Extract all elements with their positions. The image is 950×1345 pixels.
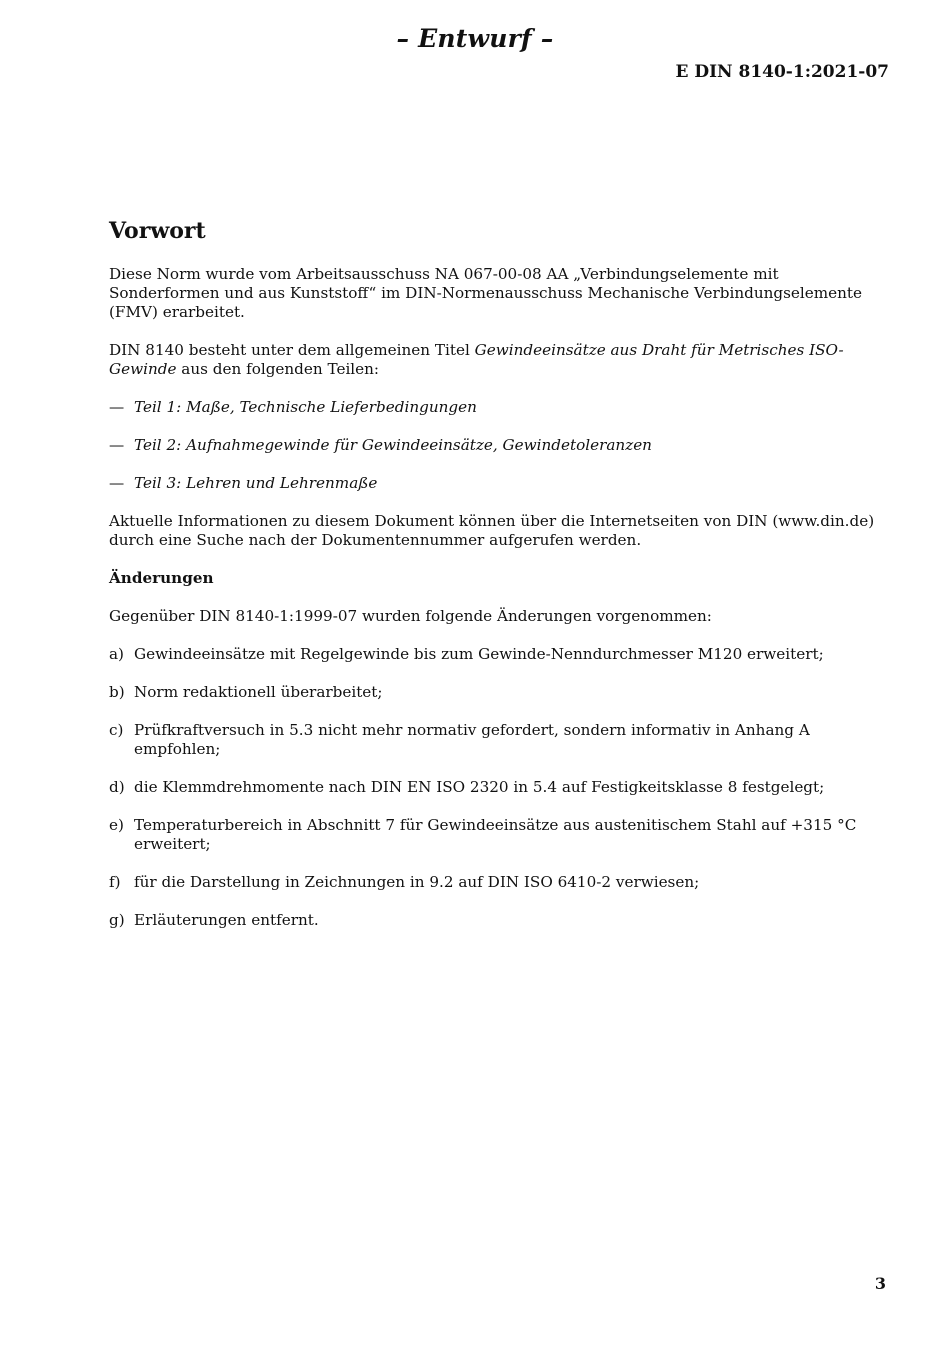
- section-title-foreword: Vorwort: [109, 218, 206, 244]
- page-number: 3: [874, 1274, 886, 1293]
- list-marker: b): [109, 683, 125, 701]
- series-title: Gewindeeinsätze aus Draht für Metrisches ISO-Gewinde: [109, 341, 844, 378]
- draft-mark: – Entwurf –: [396, 24, 554, 53]
- change-text: Prüfkraftversuch in 5.3 nicht mehr normativ gefordert, sondern informativ in Anhang A empfohlen;: [134, 721, 810, 758]
- list-marker: e): [109, 816, 124, 834]
- list-dash: —: [109, 436, 125, 454]
- foreword-paragraph-1: Diese Norm wurde vom Arbeitsausschuss NA 067-00-08 AA „Verbindungselemente mit Sonderformen und aus Kunststoff“ im DIN-Normenausschuss Mechanische Verbindungselemente (FMV) erarbeitet.: [109, 265, 863, 321]
- changes-heading: Änderungen: [109, 569, 214, 587]
- list-dash: —: [109, 398, 125, 416]
- part-list-item-3: [109, 474, 891, 493]
- part-title: Teil 1: Maße, Technische Lieferbedingungen: [134, 398, 477, 416]
- change-text: Erläuterungen entfernt.: [134, 911, 319, 929]
- part-list-item-2: [109, 436, 891, 455]
- change-text: für die Darstellung in Zeichnungen in 9.2 auf DIN ISO 6410-2 verwiesen;: [134, 873, 700, 891]
- document-id: E DIN 8140-1:2021-07: [675, 62, 889, 82]
- list-marker: g): [109, 911, 125, 929]
- part-list-item-1: [109, 398, 891, 417]
- change-text: Temperaturbereich in Abschnitt 7 für Gewindeeinsätze aus austenitischem Stahl auf +315 °C erweitert;: [134, 816, 857, 853]
- changes-intro: Gegenüber DIN 8140-1:1999-07 wurden folgende Änderungen vorgenommen:: [109, 607, 712, 625]
- list-marker: f): [109, 873, 121, 891]
- part-title: Teil 2: Aufnahmegewinde für Gewindeeinsätze, Gewindetoleranzen: [134, 436, 652, 454]
- list-marker: a): [109, 645, 124, 663]
- foreword-paragraph-2-end: aus den folgenden Teilen:: [176, 360, 380, 378]
- foreword-paragraph-2-start: DIN 8140 besteht unter dem allgemeinen Titel: [109, 341, 475, 359]
- change-item-e: [109, 816, 891, 854]
- part-title: Teil 3: Lehren und Lehrenmaße: [134, 474, 378, 492]
- change-item-d: [109, 778, 891, 797]
- foreword-paragraph-2: [109, 341, 891, 379]
- change-item-b: [109, 683, 891, 702]
- change-text: Norm redaktionell überarbeitet;: [134, 683, 383, 701]
- change-item-c: [109, 721, 891, 759]
- list-marker: d): [109, 778, 125, 796]
- change-text: die Klemmdrehmomente nach DIN EN ISO 2320 in 5.4 auf Festigkeitsklasse 8 festgelegt;: [134, 778, 825, 796]
- change-item-f: [109, 873, 891, 892]
- list-dash: —: [109, 474, 125, 492]
- foreword-paragraph-3: Aktuelle Informationen zu diesem Dokument können über die Internetseiten von DIN (www.din.de) durch eine Suche nach der Dokumentennummer aufgerufen werden.: [109, 512, 875, 549]
- change-text: Gewindeeinsätze mit Regelgewinde bis zum Gewinde-Nenndurchmesser M120 erweitert;: [134, 645, 824, 663]
- page-content: [109, 216, 891, 949]
- list-marker: c): [109, 721, 124, 739]
- change-item-a: [109, 645, 891, 664]
- change-item-g: [109, 911, 891, 930]
